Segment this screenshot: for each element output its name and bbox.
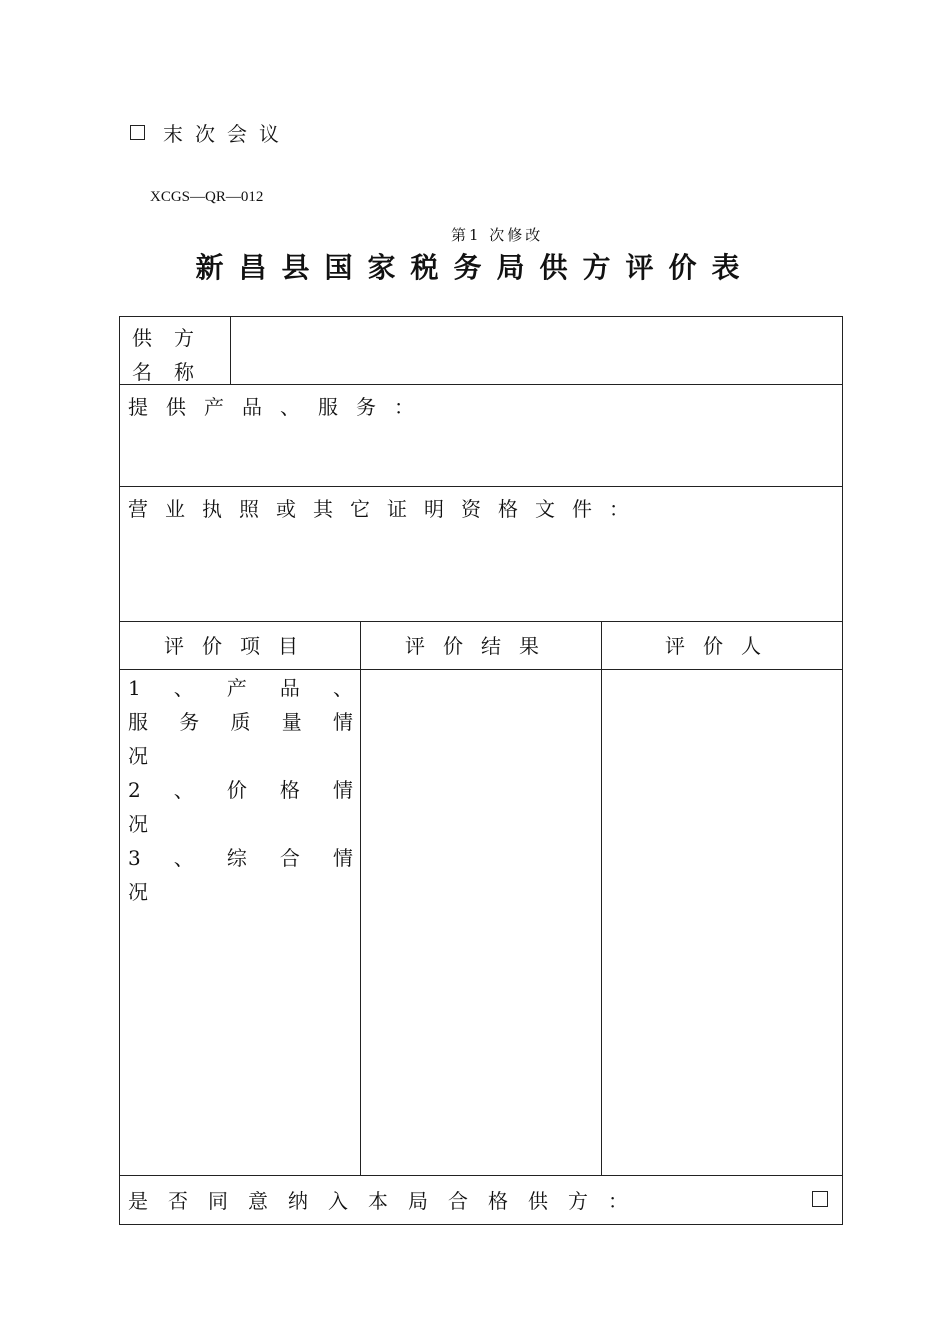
items-line: 服 务 质 量 情 [128,710,353,734]
page-title: 新昌县国家税务局供方评价表 [195,251,755,284]
agree-checkbox[interactable] [812,1191,828,1207]
meeting-option-label: 末次会议 [163,122,291,146]
supplier-name-field[interactable] [231,317,842,384]
items-line: 3 、 综 合 情 [128,846,353,870]
supplier-name-label: 供方 名称 [132,326,216,384]
meeting-checkbox[interactable] [130,125,145,140]
items-line: 况 [128,880,148,904]
divider [120,384,842,385]
divider [360,621,361,1175]
items-line: 况 [128,812,148,836]
evaluator-field[interactable] [603,670,842,1174]
divider [601,621,602,1175]
products-services-field[interactable] [120,423,842,485]
agree-row [128,1175,828,1223]
doc-code: XCGS—QR—012 [150,189,264,205]
divider [120,486,842,487]
license-label: 营业执照或其它证明资格文件： [128,497,646,521]
license-field[interactable] [120,525,842,621]
evaluation-result-field[interactable] [362,670,600,1174]
column-header-result: 评价结果 [405,634,557,658]
evaluation-form [119,316,843,1225]
revision-note: 第1 次修改 [451,226,544,244]
meeting-option [130,118,291,147]
column-header-item: 评价项目 [164,634,316,658]
products-services-label: 提供产品、服务： [128,395,432,419]
column-header-evaluator: 评价人 [665,634,779,658]
evaluation-items [128,671,353,909]
agree-label: 是否同意纳入本局合格供方： [128,1188,648,1213]
items-line: 况 [128,744,148,768]
items-line: 2 、 价 格 情 [128,778,353,802]
items-line: 1 、 产 品 、 [128,676,353,700]
